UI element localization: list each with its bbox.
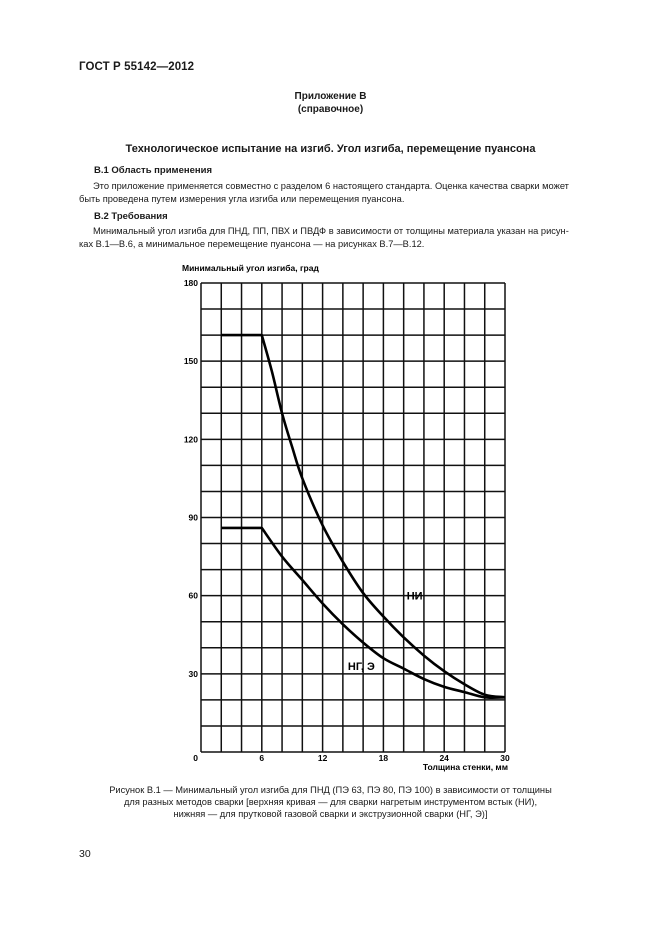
x-tick-label: 30 — [500, 753, 510, 763]
y-tick-label: 30 — [188, 668, 198, 679]
y-tick-label: 180 — [183, 278, 198, 288]
curve-annotation: НИ — [406, 590, 423, 603]
section-b2-line: Минимальный угол изгиба для ПНД, ПП, ПВХ и ПВДФ в зависимости от толщины материала указан на рисун- — [93, 226, 569, 236]
section-b1-text — [79, 180, 589, 205]
document-id: ГОСТ Р 55142—2012 — [79, 61, 195, 73]
section-b1-heading: В.1 Область применения — [94, 165, 213, 176]
appendix-title: Приложение В — [294, 91, 367, 102]
curve-annotation: НГ, Э — [347, 661, 375, 674]
section-b2-text — [79, 225, 589, 250]
bend-angle-chart — [170, 258, 530, 778]
x-tick-label: 6 — [259, 753, 265, 763]
x-axis-label: Толщина стенки, мм — [422, 762, 508, 772]
y-tick-label: 90 — [188, 512, 198, 523]
caption-line: для разных методов сварки [верхняя кривая — для сварки нагретым инструментом встык (НИ), — [123, 797, 538, 807]
x-tick-label: 0 — [193, 753, 198, 763]
caption-line: нижняя — для прутковой газовой сварки и экструзионной сварки (НГ, Э)] — [173, 809, 488, 819]
y-tick-label: 150 — [183, 356, 198, 367]
x-tick-label: 24 — [439, 753, 449, 763]
section-b2-heading: В.2 Требования — [94, 211, 168, 222]
y-tick-label: 60 — [188, 590, 198, 601]
section-b2-line: ках В.1—В.6, а минимальное перемещение пуансона — на рисунках В.7—В.12. — [79, 238, 425, 249]
caption-line: Рисунок В.1 — Минимальный угол изгиба для ПНД (ПЭ 63, ПЭ 80, ПЭ 100) в зависимости от толщины — [109, 785, 552, 795]
page-number: 30 — [79, 848, 91, 860]
x-tick-label: 12 — [317, 753, 328, 763]
y-axis-label: Минимальный угол изгиба, град — [182, 263, 319, 273]
appendix-subtitle: (справочное) — [297, 104, 364, 115]
x-tick-label: 18 — [378, 753, 389, 763]
figure-caption — [60, 784, 601, 820]
y-tick-label: 120 — [183, 434, 198, 445]
section-b1-line: Это приложение применяется совместно с разделом 6 настоящего стандарта. Оценка качества сварки может — [93, 181, 569, 191]
section-b1-line: быть проведена путем измерения угла изгиба или перемещения пуансона. — [79, 193, 405, 204]
section-title: Технологическое испытание на изгиб. Угол изгиба, перемещение пуансона — [125, 143, 536, 155]
